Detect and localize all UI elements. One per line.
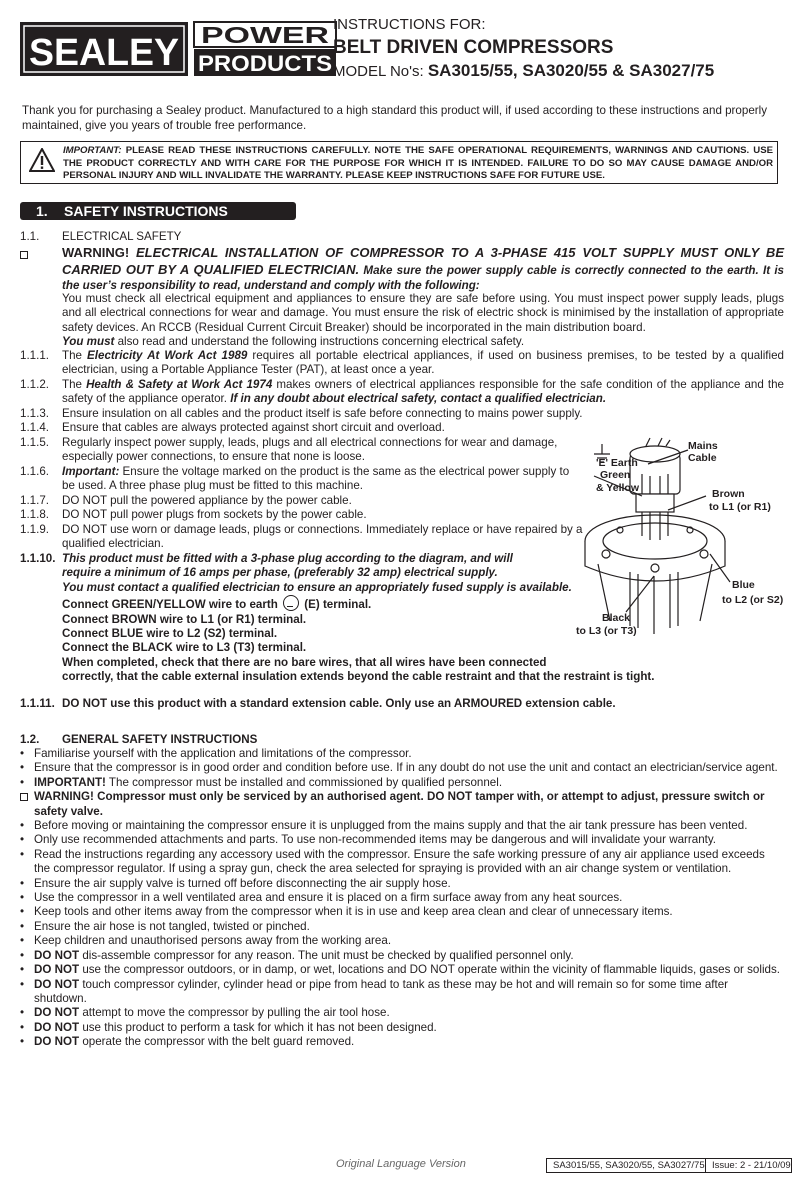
bullet-icon: •: [20, 747, 25, 760]
general-safety-item: [0, 790, 808, 819]
electrical-warning: WARNING! ELECTRICAL INSTALLATION OF COMPRESSOR TO A 3-PHASE 415 VOLT SUPPLY MUST ONLY BE CARRIED OUT BY A QUALIFIED ELECTRICIAN. Make sure the power supply cable is correctly connected to the earth. It is the user’s responsibility to read, understand and comply with the following:: [62, 245, 784, 292]
general-item-text: use this product to perform a task for which it has not been designed.: [79, 1020, 437, 1034]
general-safety-item: [0, 949, 808, 963]
item-1-1-9-number: 1.1.9.: [20, 523, 50, 536]
general-safety-item: [0, 776, 808, 790]
item-1-1-5-number: 1.1.5.: [20, 436, 50, 449]
general-safety-item: [0, 978, 808, 1007]
general-item-lead: WARNING! Compressor must only be serviced by an authorised agent. DO NOT tamper with, or attempt to adjust, pressure switch or safety valve.: [34, 790, 765, 818]
label-black: Black: [602, 612, 631, 624]
bullet-icon: •: [20, 891, 25, 905]
plug-wiring-diagram: [570, 436, 802, 646]
item-1-1-9: DO NOT use worn or damage leads, plugs or connections. Immediately replace or have repaired by a qualified electrician.: [62, 523, 583, 551]
bullet-icon: •: [20, 934, 25, 948]
model-line: [333, 61, 714, 81]
electrical-warning-p1: You must check all electrical equipment and appliances to ensure they are safe before using. You must inspect power supply leads, plugs and all electrical connections for wear and damage. You must ensure the risk of electric shock is minimised by the installation of appropriate safety devices. An RCCB (Residual Current Circuit Breaker) should be incorporated in the main distribution board.: [62, 292, 784, 334]
item-1-1-3: Ensure insulation on all cables and the product itself is safe before connecting to mains power supply.: [62, 407, 583, 420]
general-safety-item: [0, 905, 808, 919]
general-item-text: touch compressor cylinder, cylinder head or pipe from head to tank as these may be hot and will remain so for some time after shutdown.: [34, 977, 729, 1005]
electrical-warning-p2: You must also read and understand the following instructions concerning electrical safety.: [62, 335, 525, 348]
label-earth: 'E' Earth: [596, 457, 638, 469]
model-label: MODEL No's:: [333, 63, 424, 80]
item-1-1-6: Important: Ensure the voltage marked on the product is the same as the electrical power supply to be used. A three phase plug must be fitted to this machine.: [62, 465, 570, 493]
bullet-icon: •: [20, 847, 25, 861]
general-item-text: Familiarise yourself with the application and limitations of the compressor.: [34, 747, 412, 760]
label-mains: Mains: [688, 440, 718, 452]
item-1-1-1-number: 1.1.1.: [20, 349, 50, 362]
general-item-text: Ensure the air supply valve is turned off before disconnecting the air supply hose.: [34, 876, 451, 890]
general-item-lead: DO NOT: [34, 948, 80, 962]
s12-number: 1.2.: [20, 733, 40, 746]
item-1-1-11: DO NOT use this product with a standard extension cable. Only use an ARMOURED extension cable.: [62, 697, 616, 710]
general-item-text: dis-assemble compressor for any reason. The unit must be checked by qualified personnel only.: [79, 948, 574, 962]
label-brown: Brown: [712, 488, 745, 500]
general-item-lead: DO NOT: [34, 963, 80, 977]
general-item-text: Keep tools and other items away from the compressor when it is in use and keep area clean and clear of unnecessary items.: [34, 905, 673, 919]
bullet-icon: •: [20, 977, 25, 991]
item-1-1-4-number: 1.1.4.: [20, 421, 50, 434]
label-cable: Cable: [688, 452, 717, 464]
general-safety-item: [0, 934, 808, 948]
s12-title: GENERAL SAFETY INSTRUCTIONS: [62, 733, 258, 746]
bullet-icon: •: [20, 963, 25, 977]
checkbox-icon: [20, 790, 34, 805]
general-item-lead: DO NOT: [34, 1006, 80, 1020]
general-safety-item: [0, 1006, 808, 1020]
item-1-1-10-number: 1.1.10.: [20, 552, 56, 565]
general-safety-item: [0, 891, 808, 905]
model-numbers: SA3015/55, SA3020/55 & SA3027/75: [427, 61, 715, 80]
general-item-text: Keep children and unauthorised persons away from the working area.: [34, 934, 392, 948]
item-1-1-7: DO NOT pull the powered appliance by the power cable.: [62, 494, 352, 507]
general-item-lead: IMPORTANT!: [34, 775, 106, 789]
general-safety-item: [0, 819, 808, 833]
general-safety-item: [0, 1021, 808, 1035]
item-1-1-8-number: 1.1.8.: [20, 508, 50, 521]
item-1-1-4: Ensure that cables are always protected against short circuit and overload.: [62, 421, 445, 434]
instructions-for: INSTRUCTIONS FOR:: [333, 16, 486, 33]
general-item-lead: DO NOT: [34, 977, 80, 991]
s11-title: ELECTRICAL SAFETY: [62, 230, 182, 243]
general-item-text: operate the compressor with the belt guard removed.: [79, 1035, 355, 1049]
item-1-1-2: The Health & Safety at Work Act 1974 makes owners of electrical appliances responsible for the safe condition of the appliance and the safety of the appliance operator. If in any doubt about electrical safety, contact a qualified electrician.: [62, 378, 784, 406]
important-box: [20, 141, 778, 184]
footer-models: SA3015/55, SA3020/55, SA3027/75: [553, 1160, 705, 1171]
item-1-1-3-number: 1.1.3.: [20, 407, 50, 420]
checkbox-icon: [20, 249, 34, 262]
bullet-icon: •: [20, 1035, 25, 1049]
label-blue-terminal: to L2 (or S2): [722, 594, 784, 606]
general-item-text: The compressor must be installed and commissioned by qualified personnel.: [105, 775, 503, 789]
logo-power: POWER: [201, 22, 330, 48]
general-item-text: Only use recommended attachments and parts. To use non-recommended items may be dangerous and will invalidate your warranty.: [34, 833, 717, 847]
general-safety-item: [0, 920, 808, 934]
bullet-icon: •: [20, 1006, 25, 1020]
item-1-1-7-number: 1.1.7.: [20, 494, 50, 507]
label-black-terminal: to L3 (or T3): [576, 625, 637, 637]
document-title: BELT DRIVEN COMPRESSORS: [333, 37, 614, 58]
bullet-icon: •: [20, 833, 25, 847]
general-item-text: Read the instructions regarding any accessory used with the compressor. Ensure the safe working pressure of any air appliance used exceeds the compressor regulator. If using a spray gun, check the area selected for spraying is provided with an air change system or ventilation.: [34, 847, 765, 876]
item-1-1-10: This product must be fitted with a 3-phase plug according to the diagram, and will require a minimum of 16 amps per phase, (preferably 32 amp) electrical supply. You must contact a qualified electrician to ensure an appropriately fused supply is available. Connect GREEN/YELLOW wire to earth (E) terminal. Connect BROWN wire to L1 (or R1) terminal. Connect BLUE wire to L2 (S2) terminal. Connect the BLACK wire to L3 (T3) terminal. When completed, check that there are no bare wires, that all wires have been connected correctly, that the cable external insulation extends beyond the cable restraint and that the restraint is tight.: [62, 552, 655, 684]
item-1-1-11-number: 1.1.11.: [20, 697, 55, 710]
sealey-power-products-logo: [20, 18, 338, 80]
general-safety-list: [0, 747, 808, 1050]
general-item-text: use the compressor outdoors, or in damp, or wet, locations and DO NOT operate within the vicinity of flammable liquids, gases or solids.: [79, 963, 780, 977]
item-1-1-2-number: 1.1.2.: [20, 378, 50, 391]
general-safety-item: [0, 761, 808, 775]
item-1-1-8: DO NOT pull power plugs from sockets by the power cable.: [62, 508, 367, 521]
general-safety-item: [0, 963, 808, 977]
intro-text: Thank you for purchasing a Sealey product. Manufactured to a high standard this product will, if used according to these instructions and properly maintained, give you years of trouble free performance.: [22, 104, 768, 132]
general-safety-item: [0, 747, 808, 761]
label-green: Green: [600, 469, 631, 481]
general-item-text: attempt to move the compressor by pulling the air tool hose.: [79, 1006, 390, 1020]
footer-model-issue: [546, 1158, 792, 1173]
general-item-lead: DO NOT: [34, 1035, 80, 1049]
item-1-1-1: The Electricity At Work Act 1989 requires all portable electrical appliances, if used on business premises, to be tested by a qualified electrician, using a Portable Appliance Tester (PAT), at least once a year.: [62, 349, 784, 377]
bullet-icon: •: [20, 775, 25, 789]
general-item-text: Before moving or maintaining the compressor ensure it is unplugged from the mains supply and that the air tank pressure has been vented.: [34, 819, 748, 833]
important-text: IMPORTANT: PLEASE READ THESE INSTRUCTIONS CAREFULLY. NOTE THE SAFE OPERATIONAL REQUIREMENTS, WARNINGS AND CAUTIONS. USE THE PRODUCT CORRECTLY AND WITH CARE FOR THE PURPOSE FOR WHICH IT IS INTENDED. FAILURE TO DO SO MAY CAUSE DAMAGE AND/OR PERSONAL INJURY AND WILL INVALIDATE THE WARRANTY. PLEASE KEEP INSTRUCTIONS SAFE FOR FUTURE USE.: [63, 145, 773, 182]
item-1-1-5: Regularly inspect power supply, leads, plugs and all electrical connections for wear and damage, especially power connections, to ensure that none is loose.: [62, 436, 558, 464]
general-safety-item: [0, 877, 808, 891]
logo-brand: SEALEY: [29, 32, 179, 74]
bullet-icon: •: [20, 761, 25, 775]
warning-triangle-icon: [29, 148, 55, 172]
bullet-icon: •: [20, 1020, 25, 1034]
bullet-icon: •: [20, 819, 25, 833]
section-1-heading: 1. SAFETY INSTRUCTIONS: [20, 202, 296, 220]
general-safety-item: [0, 833, 808, 847]
general-safety-item: [0, 1035, 808, 1049]
item-1-1-6-number: 1.1.6.: [20, 465, 50, 478]
label-blue: Blue: [732, 579, 755, 591]
bullet-icon: •: [20, 905, 25, 919]
footer-issue: Issue: 2 - 21/10/09: [705, 1159, 791, 1172]
general-safety-item: [0, 848, 808, 877]
earth-symbol-icon: [283, 595, 299, 611]
s11-number: 1.1.: [20, 230, 40, 243]
general-item-text: Use the compressor in a well ventilated area and ensure it is placed on a firm surface away from any heat sources.: [34, 891, 623, 905]
label-brown-terminal: to L1 (or R1): [709, 501, 771, 513]
general-item-lead: DO NOT: [34, 1020, 80, 1034]
general-item-text: Ensure the air hose is not tangled, twisted or pinched.: [34, 919, 310, 933]
label-yellow: & Yellow: [596, 482, 639, 494]
bullet-icon: •: [20, 948, 25, 962]
logo-products: PRODUCTS: [198, 51, 332, 76]
original-language-label: Original Language Version: [336, 1158, 466, 1170]
bullet-icon: •: [20, 876, 25, 890]
general-item-text: Ensure that the compressor is in good order and condition before use. If in any doubt do not use the unit and contact an electrician/service agent.: [34, 761, 778, 775]
bullet-icon: •: [20, 919, 25, 933]
